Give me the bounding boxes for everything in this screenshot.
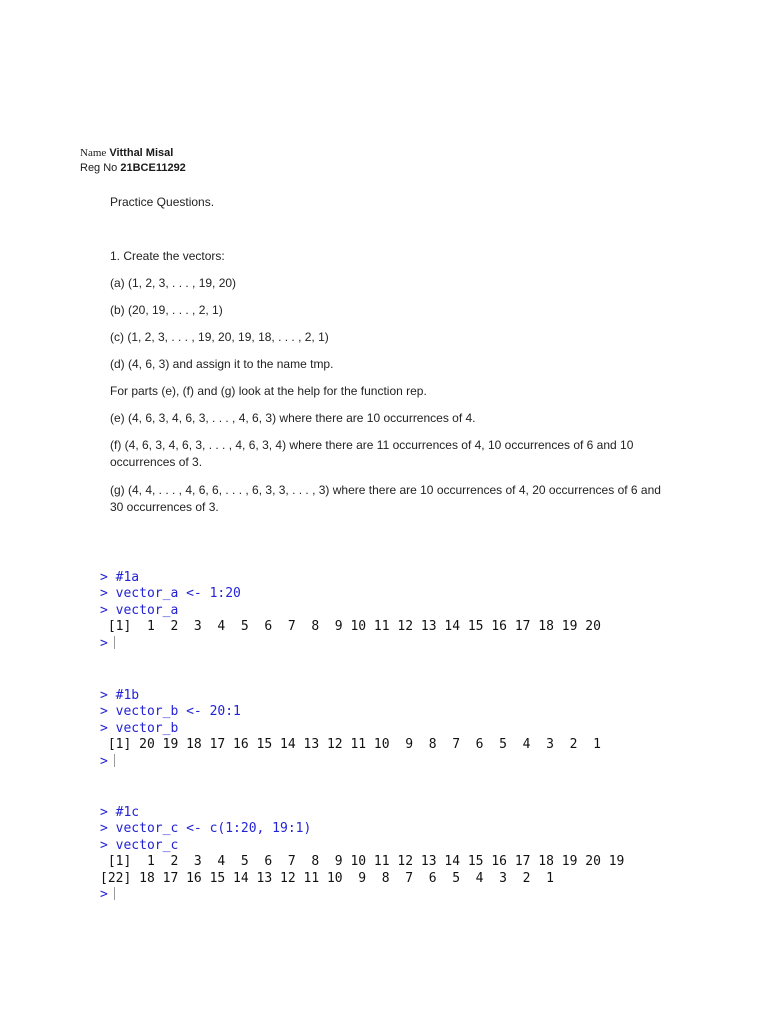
console-input: > vector_c <- c(1:20, 19:1) (100, 821, 312, 836)
console-block-1a (100, 553, 601, 669)
question-1d: (d) (4, 6, 3) and assign it to the name tmp. (110, 357, 334, 371)
question-1: 1. Create the vectors: (110, 249, 225, 263)
name-line (80, 146, 186, 161)
console-input: > vector_b <- 20:1 (100, 704, 241, 719)
reg-label: Reg No (80, 162, 118, 174)
console-input: > vector_a (100, 602, 179, 618)
console-input: > vector_b (100, 720, 179, 736)
console-input: > vector_c (100, 837, 179, 853)
question-1f: (f) (4, 6, 3, 4, 6, 3, . . . , 4, 6, 3, 4) where there are 11 occurrences of 4, 10 occurrences of 6 and 10 occurrences of 3. (110, 438, 634, 469)
name-label: Name (80, 147, 107, 159)
console-output: [22] 18 17 16 15 14 13 12 11 10 9 8 7 6 5 4 3 2 1 (100, 870, 554, 886)
console-output: [1] 1 2 3 4 5 6 7 8 9 10 11 12 13 14 15 16 17 18 19 20 (100, 619, 601, 634)
console-block-1c (100, 788, 624, 920)
console-block-1b (100, 671, 601, 787)
console-input: > vector_a <- 1:20 (100, 586, 241, 601)
question-1g: (g) (4, 4, . . . , 4, 6, 6, . . . , 6, 3, 3, . . . , 3) where there are 10 occurrences of 4, 20 occurrences of 6 and 30 occurrences of 3. (110, 483, 661, 514)
console-prompt: > (100, 887, 108, 902)
rep-note: For parts (e), (f) and (g) look at the help for the function rep. (110, 384, 427, 398)
console-output: [1] 20 19 18 17 16 15 14 13 12 11 10 9 8 7 6 5 4 3 2 1 (100, 737, 601, 752)
console-prompt: > (100, 753, 108, 769)
reg-line (80, 161, 186, 176)
questions-title: Practice Questions. (110, 195, 215, 209)
console-prompt-line[interactable] (100, 636, 601, 653)
console-prompt: > (100, 635, 108, 651)
console-prompt-line[interactable] (100, 887, 624, 904)
text-cursor (114, 887, 115, 900)
student-header (80, 146, 186, 176)
name-value: Vitthal Misal (109, 147, 174, 159)
question-1c: (c) (1, 2, 3, . . . , 19, 20, 19, 18, . . . , 2, 1) (110, 330, 329, 344)
console-prompt-line[interactable] (100, 754, 601, 771)
text-cursor (114, 636, 115, 649)
console-output: [1] 1 2 3 4 5 6 7 8 9 10 11 12 13 14 15 16 17 18 19 20 19 (100, 854, 625, 869)
question-1e: (e) (4, 6, 3, 4, 6, 3, . . . , 4, 6, 3) where there are 10 occurrences of 4. (110, 411, 476, 425)
question-1b: (b) (20, 19, . . . , 2, 1) (110, 303, 223, 317)
console-input: > #1b (100, 687, 140, 703)
reg-value: 21BCE11292 (120, 162, 186, 174)
console-input: > #1a (100, 569, 140, 585)
text-cursor (114, 754, 115, 767)
console-input: > #1c (100, 804, 140, 820)
question-1a: (a) (1, 2, 3, . . . , 19, 20) (110, 276, 237, 290)
